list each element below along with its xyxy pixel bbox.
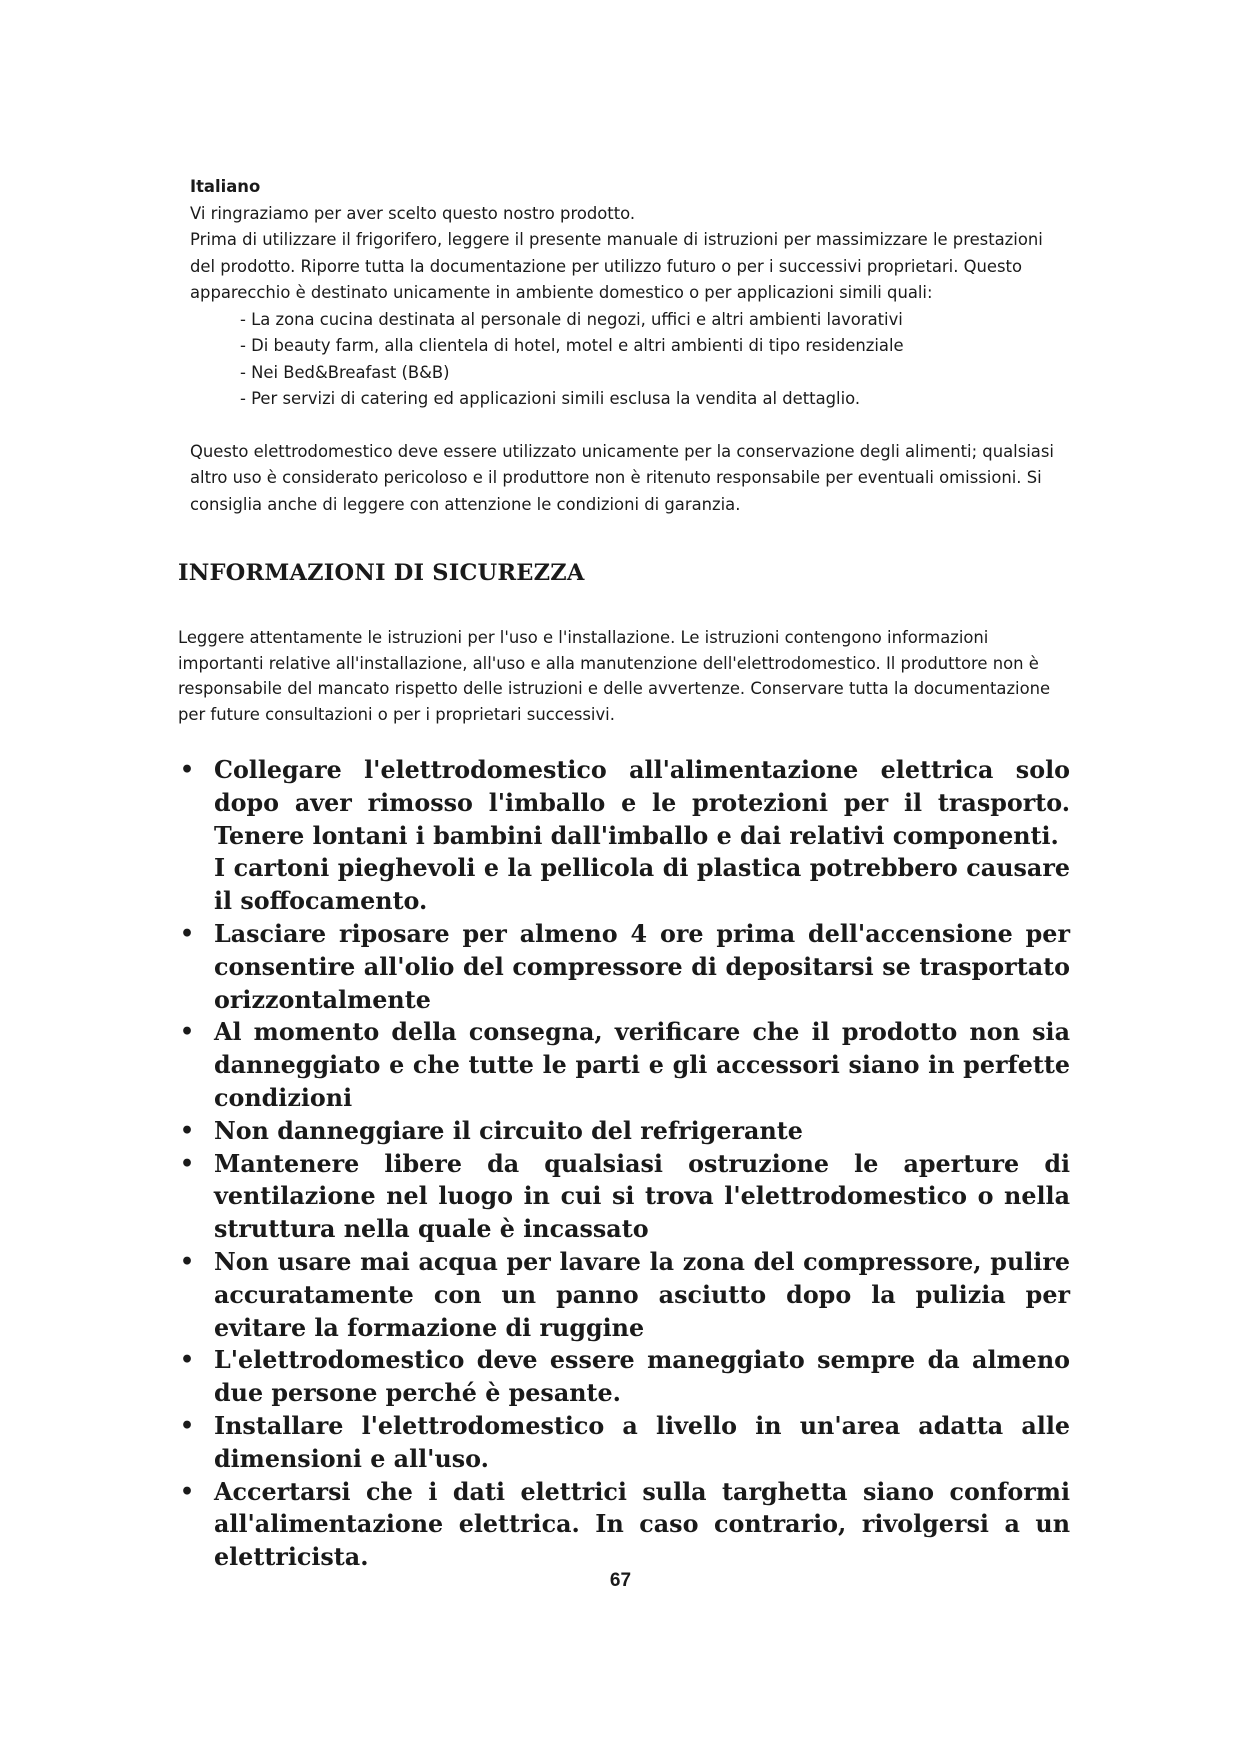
language-label: Italiano bbox=[190, 177, 261, 196]
warning-item bbox=[178, 1246, 1070, 1344]
bullet-icon: • bbox=[180, 1019, 195, 1046]
uses-list-item: - Per servizi di catering ed applicazioni simili esclusa la vendita al dettaglio. bbox=[240, 389, 861, 408]
uses-list bbox=[190, 307, 1070, 413]
safety-intro-paragraph: Leggere attentamente le istruzioni per l'uso e l'installazione. Le istruzioni contengono informazioni importanti relative all'installazione, all'uso e alla manutenzione dell'elettrodomestico. Il produttore non è responsabile del mancato rispetto delle istruzioni e delle avvertenze. Conservare tutta la documentazione per future consultazioni o per i proprietari successivi. bbox=[178, 628, 1051, 724]
warning-item bbox=[178, 1476, 1070, 1574]
warning-text: L'elettrodomestico deve essere maneggiato sempre da almeno due persone perché è pesante. bbox=[214, 1346, 1070, 1408]
warnings-list bbox=[178, 754, 1070, 1574]
bullet-icon: • bbox=[180, 1150, 195, 1177]
bullet-icon: • bbox=[180, 1117, 195, 1144]
usage-paragraph: Questo elettrodomestico deve essere utilizzato unicamente per la conservazione degli alimenti; qualsiasi altro uso è considerato pericoloso e il produttore non è ritenuto responsabile per eventuali omissioni. Si consiglia anche di leggere con attenzione le condizioni di garanzia. bbox=[190, 441, 1054, 514]
warning-item bbox=[178, 754, 1070, 918]
bullet-icon: • bbox=[180, 757, 195, 783]
safety-heading: INFORMAZIONI DI SICUREZZA bbox=[178, 560, 585, 586]
warning-text: Lasciare riposare per almeno 4 ore prima dell'accensione per consentire all'olio del compressore di depositarsi se trasportato orizzontalmente bbox=[214, 919, 1070, 1014]
warning-text: Accertarsi che i dati elettrici sulla targhetta siano conformi all'alimentazione elettrica. In caso contrario, rivolgersi a un elettricista. bbox=[214, 1477, 1070, 1572]
page-number: 67 bbox=[609, 1570, 632, 1591]
thanks-text: Vi ringraziamo per aver scelto questo nostro prodotto. bbox=[190, 203, 636, 223]
warning-item bbox=[178, 1148, 1070, 1246]
warning-extra-text: I cartoni pieghevoli e la pellicola di plastica potrebbero causare il soffocamento. bbox=[214, 854, 1070, 916]
warning-item bbox=[178, 1344, 1070, 1410]
warning-text: Mantenere libere da qualsiasi ostruzione le aperture di ventilazione nel luogo in cui si trova l'elettrodomestico o nella struttura nella quale è incassato bbox=[214, 1149, 1070, 1244]
warning-text: Installare l'elettrodomestico a livello in un'area adatta alle dimensioni e all'uso. bbox=[214, 1411, 1070, 1473]
paragraph-spacer bbox=[190, 413, 1070, 439]
uses-list-item: - Nei Bed&Breafast (B&B) bbox=[240, 362, 450, 382]
warning-text: Non danneggiare il circuito del refrigerante bbox=[214, 1116, 803, 1145]
warning-text: Collegare l'elettrodomestico all'alimentazione elettrica solo dopo aver rimosso l'imballo e le protezioni per il trasporto. Tenere lontani i bambini dall'imballo e dai relativi componenti. bbox=[214, 756, 1070, 850]
bullet-icon: • bbox=[180, 1412, 195, 1439]
warning-item bbox=[178, 1016, 1070, 1114]
bullet-icon: • bbox=[180, 1478, 195, 1505]
bullet-icon: • bbox=[180, 1248, 195, 1275]
warning-text: Non usare mai acqua per lavare la zona del compressore, pulire accuratamente con un panno asciutto dopo la pulizia per evitare la formazione di ruggine bbox=[214, 1247, 1070, 1342]
warning-text: Al momento della consegna, verificare che il prodotto non sia danneggiato e che tutte le parti e gli accessori siano in perfette condizioni bbox=[214, 1018, 1070, 1112]
bullet-icon: • bbox=[180, 920, 195, 947]
warning-item bbox=[178, 1115, 1070, 1148]
intro-section bbox=[190, 174, 1070, 518]
bullet-icon: • bbox=[180, 1347, 195, 1374]
warning-item bbox=[178, 1410, 1070, 1476]
uses-list-item: - Di beauty farm, alla clientela di hotel, motel e altri ambienti di tipo residenziale bbox=[240, 336, 904, 355]
intro-paragraph: Prima di utilizzare il frigorifero, leggere il presente manuale di istruzioni per massimizzare le prestazioni del prodotto. Riporre tutta la documentazione per utilizzo futuro o per i successivi proprietari. Questo apparecchio è destinato unicamente in ambiente domestico o per applicazioni simili quali: bbox=[190, 230, 1043, 302]
uses-list-item: - La zona cucina destinata al personale di negozi, uffici e altri ambienti lavorativi bbox=[240, 309, 903, 329]
warning-item bbox=[178, 918, 1070, 1016]
